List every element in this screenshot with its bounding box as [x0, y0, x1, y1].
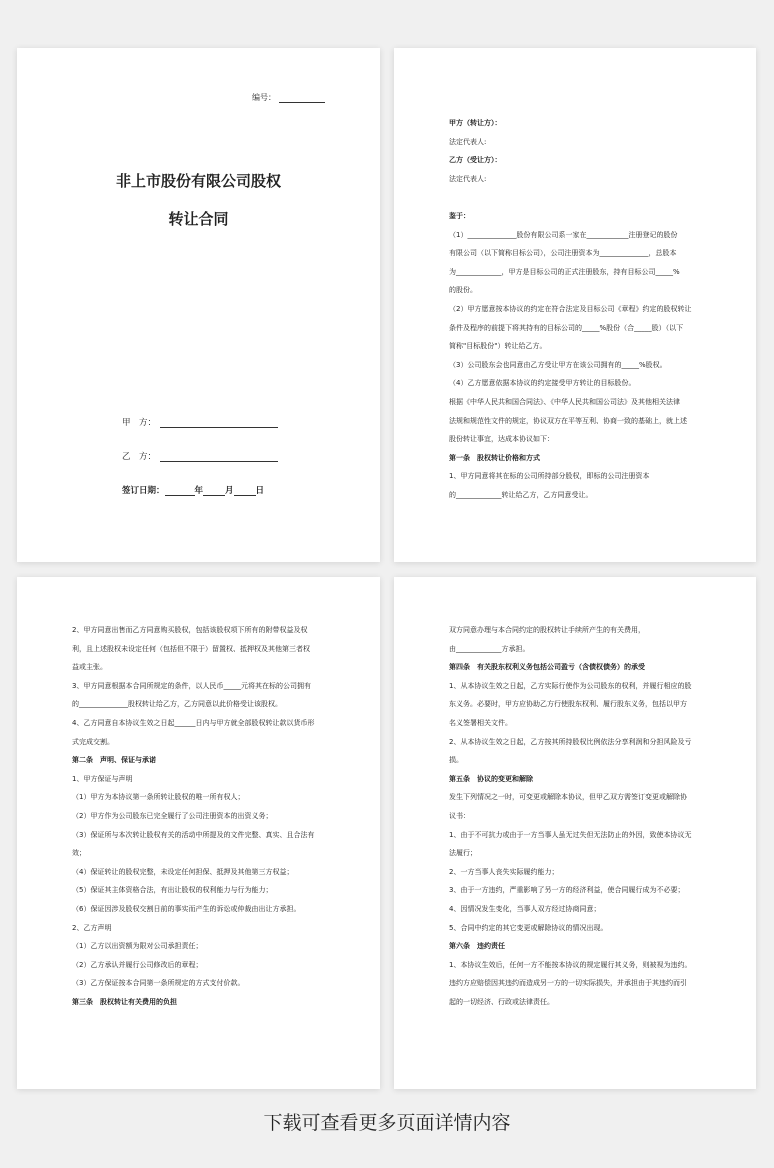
text-line: 2、乙方声明: [72, 923, 112, 932]
text-line: 3、甲方同意根据本合同所规定的条件，以人民币_____元将其在标的公司拥有: [72, 681, 311, 690]
text-line: 1、甲方同意将其在标的公司所持部分股权，即标的公司注册资本: [449, 472, 650, 481]
party-b-row: [122, 450, 278, 462]
text-line: （1）乙方以出资额为限对公司承担责任；: [72, 942, 203, 951]
text-line: （4）保证转让的股权完整，未设定任何担保、抵押及其他第三方权益；: [72, 867, 294, 876]
party-a-blank: [160, 418, 278, 428]
text-line: 为_____________，甲方是目标公司的正式注册股东，持有目标公司_____%: [449, 267, 680, 276]
text-line: （2）甲方作为公司股东已完全履行了公司注册资本的出资义务；: [72, 811, 273, 820]
text-line: （4）乙方愿意依据本协议的约定接受甲方转让的目标股份。: [449, 379, 636, 388]
text-line: 法履行；: [449, 849, 477, 858]
text-line: 发生下列情况之一时，可变更或解除本协议，但甲乙双方需签订变更或解除协: [449, 793, 687, 802]
party-a-label: 甲 方：: [122, 418, 157, 428]
text-line: 的______________股权转让给乙方，乙方同意以此价格受让该股权。: [72, 700, 282, 709]
text-line: 损。: [449, 756, 463, 765]
text-line: 4、乙方同意自本协议生效之日起______日内与甲方就全部股权转让款以货币形: [72, 718, 315, 727]
section-heading: 乙方（受让方）：: [449, 156, 502, 165]
text-line: （6）保证因涉及股权交割日前的事实而产生的诉讼或仲裁由出让方承担。: [72, 904, 301, 913]
year-blank: [165, 486, 195, 496]
page-2: [394, 48, 756, 562]
page-4-text: [449, 621, 701, 1011]
section-heading: 第二条 声明、保证与承诺: [72, 756, 156, 765]
text-line: 1、由于不可抗力或由于一方当事人虽无过失但无法防止的外因，致使本协议无: [449, 830, 692, 839]
contract-title-line2: 转让合同: [168, 210, 229, 228]
section-heading: 鉴于：: [449, 211, 470, 220]
month-blank: [203, 486, 225, 496]
day-blank: [234, 486, 256, 496]
contract-number-blank: [279, 94, 325, 103]
text-line: 利，且上述股权未设定任何（包括但不限于）留置权、抵押权及其他第三者权: [72, 644, 310, 653]
text-line: [449, 188, 701, 207]
text-line: 法定代表人:: [449, 137, 487, 146]
text-line: 的_____________转让给乙方，乙方同意受让。: [449, 490, 593, 499]
text-line: 违约方应赔偿因其违约而造成另一方的一切实际损失，并承担由于其违约而引: [449, 979, 687, 988]
text-line: 法规和规范性文件的规定，协议双方在平等互利、协商一致的基础上，就上述: [449, 416, 687, 425]
text-line: （5）保证其主体资格合法，有出让股权的权利能力与行为能力；: [72, 886, 273, 895]
text-line: 股份转让事宜，达成本协议如下：: [449, 435, 554, 444]
page-4: [394, 577, 756, 1089]
text-line: 4、因情况发生变化，当事人双方经过协商同意；: [449, 904, 601, 913]
day-label: 日: [255, 486, 265, 496]
text-line: 起的一切经济、行政或法律责任。: [449, 997, 554, 1006]
sign-date-label: 签订日期：: [122, 486, 165, 496]
text-line: 根据《中华人民共和国合同法》、《中华人民共和国公司法》及其他相关法律: [449, 397, 680, 406]
party-b-blank: [160, 452, 278, 462]
page-2-text: [449, 114, 701, 504]
contract-title-line1: 非上市股份有限公司股权: [115, 172, 281, 190]
text-line: 法定代表人:: [449, 174, 487, 183]
text-line: 条件及程序的前提下将其持有的目标公司的_____%股份（合_____股）（以下: [449, 323, 684, 332]
month-label: 月: [225, 486, 234, 496]
text-line: （3）乙方保证按本合同第一条所规定的方式支付价款。: [72, 979, 245, 988]
page-3-text: [72, 621, 325, 1011]
text-line: （3）公司股东会也同意由乙方受让甲方在该公司拥有的_____%股权。: [449, 360, 667, 369]
text-line: 1、本协议生效后，任何一方不能按本协议的规定履行其义务，则被视为违约。: [449, 960, 692, 969]
footer-download-hint: 下载可查看更多页面详情内容: [263, 1112, 511, 1134]
section-heading: 第一条 股权转让价格和方式: [449, 453, 540, 462]
text-line: 1、甲方保证与声明: [72, 774, 133, 783]
section-heading: 甲方（转让方）：: [449, 119, 502, 127]
text-line: 由_____________方承担。: [449, 644, 530, 653]
page-3: [17, 577, 380, 1089]
text-line: 议书：: [449, 811, 470, 820]
party-b-label: 乙 方：: [122, 452, 157, 462]
contract-number-row: [252, 92, 325, 103]
text-line: 双方同意办理与本合同约定的股权转让手续所产生的有关费用，: [449, 626, 645, 634]
page-cover: [17, 48, 380, 562]
party-a-row: [122, 416, 278, 428]
text-line: 东义务。必要时，甲方应协助乙方行使股东权利、履行股东义务，包括以甲方: [449, 700, 687, 709]
text-line: 的股份。: [449, 286, 477, 295]
text-line: 3、由于一方违约，严重影响了另一方的经济利益，使合同履行成为不必要；: [449, 886, 685, 895]
text-line: （2）乙方承认并履行公司修改后的章程；: [72, 960, 203, 969]
text-line: 2、一方当事人丧失实际履约能力；: [449, 867, 559, 876]
sign-date-row: [122, 484, 264, 496]
text-line: （2）甲方愿意按本协议的约定在符合法定及目标公司《章程》约定的股权转让: [449, 304, 692, 313]
text-line: （3）保证所与本次转让股权有关的活动中所提及的文件完整、真实、且合法有: [72, 830, 315, 839]
section-heading: 第六条 违约责任: [449, 942, 505, 951]
text-line: 2、甲方同意出售而乙方同意购买股权，包括该股权项下所有的附带权益及权: [72, 626, 308, 634]
contract-number-label: 编号：: [252, 93, 276, 102]
text-line: （1）甲方为本协议第一条所转让股权的唯一所有权人；: [72, 793, 245, 802]
text-line: （1）______________股份有限公司系一家在____________注册登记的股份: [449, 230, 678, 239]
text-line: 1、从本协议生效之日起，乙方实际行使作为公司股东的权利，并履行相应的股: [449, 681, 692, 690]
section-heading: 第四条 有关股东权利义务包括公司盈亏（含债权债务）的承受: [449, 663, 645, 672]
text-line: 2、从本协议生效之日起，乙方按其所持股权比例依法分享利润和分担风险及亏: [449, 737, 692, 746]
text-line: 5、合同中约定的其它变更或解除协议的情况出现。: [449, 923, 608, 932]
text-line: 益或主张。: [72, 663, 107, 672]
text-line: 式完成交割。: [72, 737, 114, 746]
text-line: 简称"目标股份"）转让给乙方。: [449, 342, 547, 351]
section-heading: 第五条 协议的变更和解除: [449, 774, 533, 783]
text-line: 效；: [72, 849, 86, 858]
year-label: 年: [194, 486, 204, 496]
text-line: 有限公司（以下简称目标公司），公司注册资本为______________，总股本: [449, 249, 677, 258]
text-line: 名义签署相关文件。: [449, 718, 512, 727]
section-heading: 第三条 股权转让有关费用的负担: [72, 997, 177, 1006]
